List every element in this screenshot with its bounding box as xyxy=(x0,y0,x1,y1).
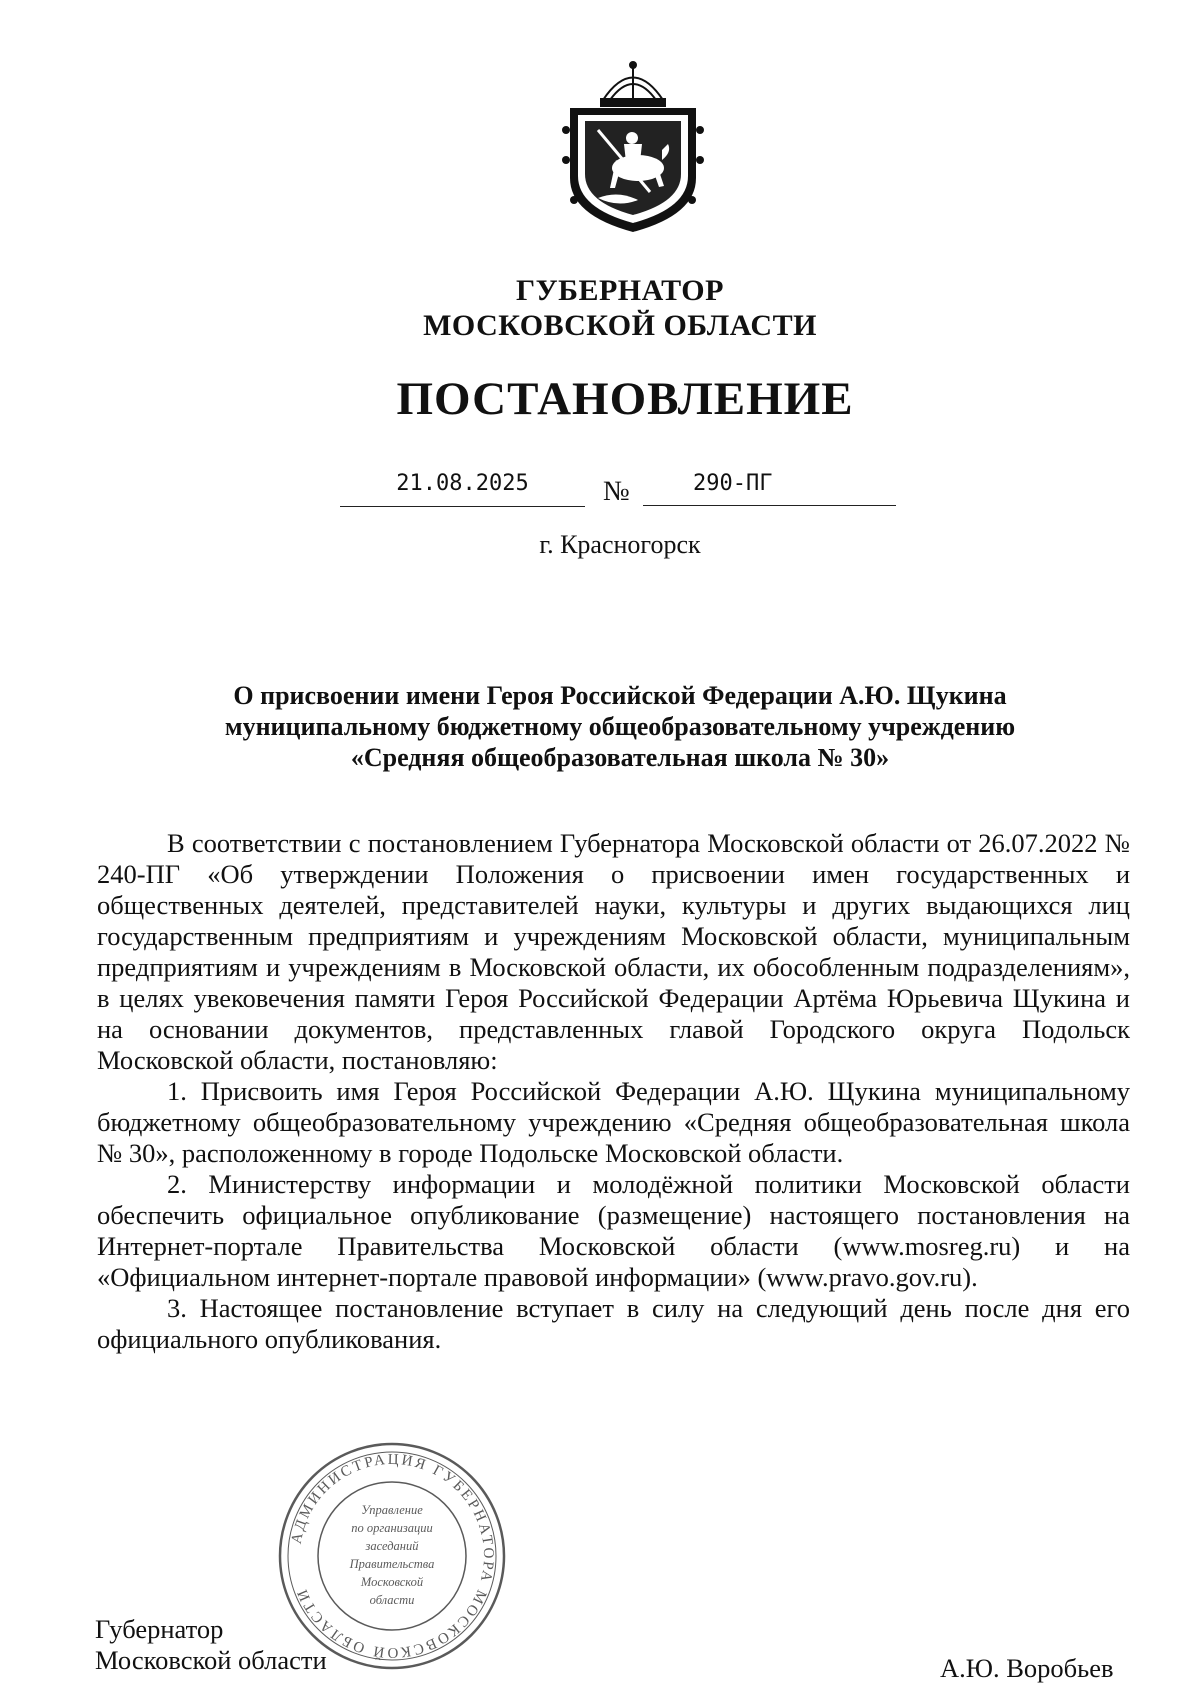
signer-name: А.Ю. Воробьев xyxy=(940,1653,1114,1683)
issue-place: г. Красногорск xyxy=(539,530,701,559)
registration-number: 290-ПГ xyxy=(643,470,896,506)
signer-position-line: Московской области xyxy=(95,1645,327,1675)
authority-title-line1: ГУБЕРНАТОР xyxy=(516,274,724,307)
svg-text:Управление: Управление xyxy=(361,1503,423,1517)
svg-text:АДМИНИСТРАЦИЯ ГУБЕРНАТОРА МОСК: АДМИНИСТРАЦИЯ ГУБЕРНАТОРА МОСКОВСКОЙ ОБЛАСТИ xyxy=(288,1451,497,1661)
authority-title-line2: МОСКОВСКОЙ ОБЛАСТИ xyxy=(423,309,817,342)
preamble-paragraph: В соответствии с постановлением Губернатора Московской области от 26.07.2022 № 240-ПГ «Об утверждении Положения о присвоении имен государственных и общественных деятелей, представителей науки, культуры и других выдающихся лиц государственным предприятиям и учреждениям Московской области, муниципальным предприятиям и учреждениям в Московской области, их обособленным подразделениям», в целях увековечения памяти Героя Российской Федерации Артёма Юрьевича Щукина и на основании документов, представленных главой Городского округа Подольск Московской области, постановляю: xyxy=(97,828,1130,1075)
clause-2: 2. Министерству информации и молодёжной политики Московской области обеспечить официальное опубликование (размещение) настоящего постановления на Интернет-портале Правительства Московской области (www.mosreg.ru) и на «Официальном интернет-портале правовой информации» (www.pravo.gov.ru). xyxy=(97,1169,1130,1292)
svg-text:Московской: Московской xyxy=(360,1575,424,1589)
document-body xyxy=(97,828,1130,1355)
svg-text:Правительства: Правительства xyxy=(349,1557,435,1571)
subject-line: «Средняя общеобразовательная школа № 30» xyxy=(350,743,890,772)
document-type-title: ПОСТАНОВЛЕНИЕ xyxy=(396,373,854,425)
svg-text:заседаний: заседаний xyxy=(365,1539,419,1553)
registration-date: 21.08.2025 xyxy=(340,470,585,507)
subject-line: муниципальному бюджетному общеобразовательному учреждению xyxy=(224,712,1016,741)
number-sign: № xyxy=(603,476,630,507)
svg-text:области: области xyxy=(369,1593,415,1607)
document-subject xyxy=(140,680,1100,773)
signer-position xyxy=(95,1614,327,1676)
svg-text:по организации: по организации xyxy=(351,1521,433,1535)
coat-of-arms-icon xyxy=(558,60,708,236)
clause-1: 1. Присвоить имя Героя Российской Федерации А.Ю. Щукина муниципальному бюджетному общеобразовательному учреждению «Средняя общеобразовательная школа № 30», расположенному в городе Подольске Московской области. xyxy=(97,1076,1130,1168)
signer-position-line: Губернатор xyxy=(95,1614,224,1644)
clause-3: 3. Настоящее постановление вступает в силу на следующий день после дня его официального опубликования. xyxy=(97,1293,1130,1354)
subject-line: О присвоении имени Героя Российской Федерации А.Ю. Щукина xyxy=(233,681,1007,710)
